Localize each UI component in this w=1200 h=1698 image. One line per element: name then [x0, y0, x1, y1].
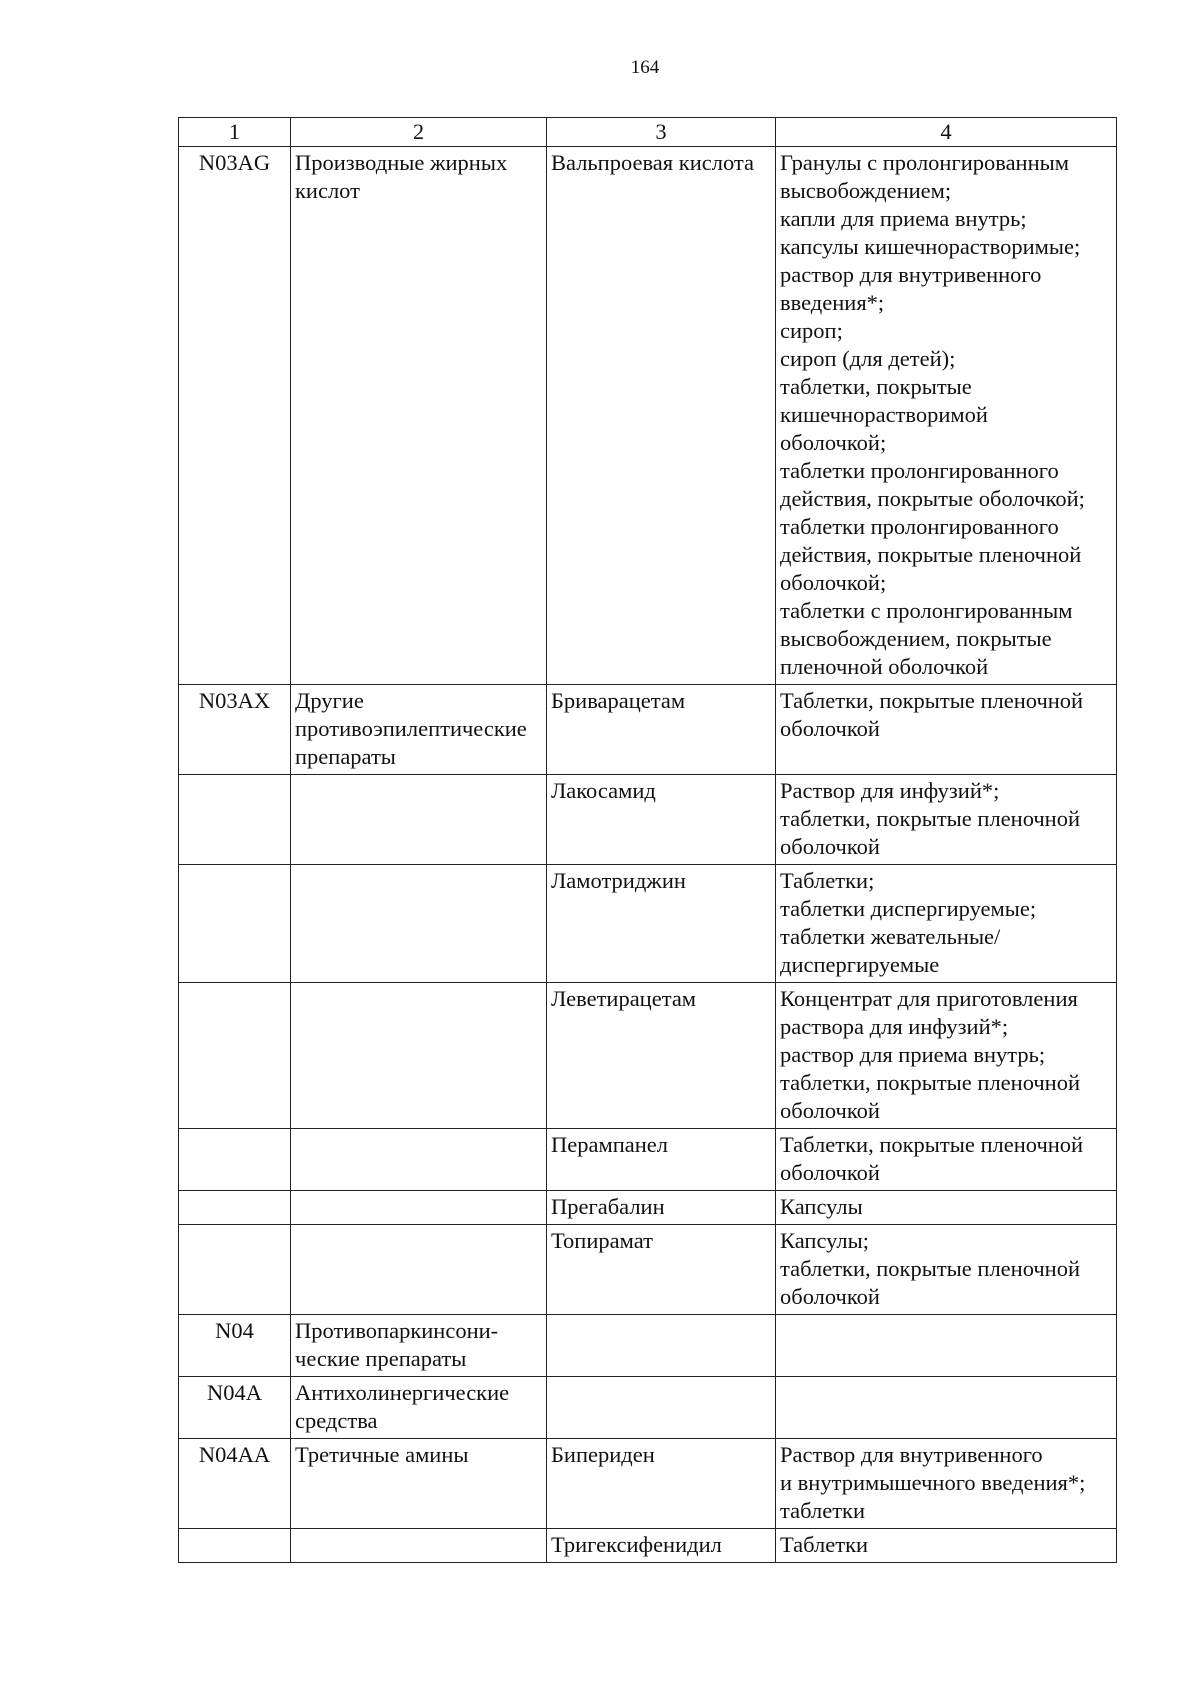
dosage-form-line: Раствор для инфузий*;: [780, 778, 1000, 803]
atc-code-cell: N04: [179, 1315, 291, 1377]
substance-cell: [547, 1377, 776, 1439]
dosage-form-line: раствора для инфузий*;: [780, 1014, 1009, 1039]
substance-cell: Лакосамид: [547, 775, 776, 865]
group-name-cell: Производные жирных кислот: [291, 147, 547, 685]
table-row: [179, 1439, 1117, 1529]
dosage-form-line: и внутримышечного введения*;: [780, 1470, 1086, 1495]
dosage-forms-cell: [776, 1439, 1117, 1529]
group-name-cell: [291, 1191, 547, 1225]
table-row: [179, 865, 1117, 983]
substance-cell: Прегабалин: [547, 1191, 776, 1225]
dosage-form-line: сироп;: [780, 318, 843, 343]
dosage-form-line: таблетки, покрытые пленочной: [780, 806, 1081, 831]
dosage-form-line: Гранулы с пролонгированным: [780, 150, 1069, 175]
group-name-cell: [291, 1225, 547, 1315]
dosage-form-line: раствор для внутривенного: [780, 262, 1042, 287]
atc-code-cell: [179, 1529, 291, 1563]
table-row: [179, 1129, 1117, 1191]
atc-code-cell: [179, 1129, 291, 1191]
dosage-forms-cell: [776, 1315, 1117, 1377]
group-name-cell: Другие противоэпилептические препараты: [291, 685, 547, 775]
substance-cell: [547, 1315, 776, 1377]
dosage-form-line: оболочкой: [780, 1284, 880, 1309]
dosage-form-line: таблетки: [780, 1498, 866, 1523]
dosage-form-line: высвобождением, покрытые: [780, 626, 1052, 651]
dosage-forms-cell: [776, 1377, 1117, 1439]
dosage-form-line: высвобождением;: [780, 178, 952, 203]
dosage-forms-cell: [776, 685, 1117, 775]
dosage-forms-cell: [776, 775, 1117, 865]
table-row: [179, 983, 1117, 1129]
group-name-cell: [291, 1129, 547, 1191]
table-row: [179, 1191, 1117, 1225]
dosage-form-line: введения*;: [780, 290, 885, 315]
group-name-cell: [291, 865, 547, 983]
dosage-forms-cell: [776, 1129, 1117, 1191]
dosage-form-line: кишечнорастворимой: [780, 402, 988, 427]
substance-cell: Ламотриджин: [547, 865, 776, 983]
dosage-form-line: оболочкой: [780, 1098, 880, 1123]
table-row: [179, 1377, 1117, 1439]
group-name-cell: Противопаркинсони-ческие препараты: [291, 1315, 547, 1377]
atc-code-cell: N04AA: [179, 1439, 291, 1529]
dosage-form-line: капли для приема внутрь;: [780, 206, 1027, 231]
dosage-form-line: капсулы кишечнорастворимые;: [780, 234, 1081, 259]
column-header: 3: [547, 118, 776, 147]
atc-code-cell: [179, 1225, 291, 1315]
dosage-form-line: действия, покрытые оболочкой;: [780, 486, 1085, 511]
dosage-form-line: Концентрат для приготовления: [780, 986, 1078, 1011]
dosage-form-line: оболочкой;: [780, 570, 887, 595]
dosage-form-line: диспергируемые: [780, 952, 940, 977]
page-number: 164: [630, 57, 660, 78]
atc-code-cell: N03AG: [179, 147, 291, 685]
atc-code-cell: [179, 865, 291, 983]
dosage-form-line: Раствор для внутривенного: [780, 1442, 1043, 1467]
substance-cell: Бипериден: [547, 1439, 776, 1529]
dosage-forms-cell: [776, 147, 1117, 685]
drug-table: [178, 117, 1117, 1563]
table-row: [179, 147, 1117, 685]
table-row: [179, 1529, 1117, 1563]
dosage-form-line: таблетки жевательные/: [780, 924, 1001, 949]
dosage-form-line: таблетки пролонгированного: [780, 514, 1059, 539]
dosage-forms-cell: [776, 865, 1117, 983]
dosage-form-line: действия, покрытые пленочной: [780, 542, 1082, 567]
dosage-form-line: оболочкой;: [780, 430, 887, 455]
substance-cell: Леветирацетам: [547, 983, 776, 1129]
dosage-form-line: Капсулы;: [780, 1228, 869, 1253]
dosage-form-line: таблетки диспергируемые;: [780, 896, 1037, 921]
dosage-forms-cell: [776, 1225, 1117, 1315]
dosage-form-line: Таблетки;: [780, 868, 875, 893]
group-name-cell: [291, 1529, 547, 1563]
table-header-row: [179, 118, 1117, 147]
dosage-forms-cell: [776, 1529, 1117, 1563]
atc-code-cell: N04A: [179, 1377, 291, 1439]
dosage-forms-cell: [776, 1191, 1117, 1225]
table-row: [179, 1315, 1117, 1377]
substance-cell: Перампанел: [547, 1129, 776, 1191]
dosage-form-line: таблетки, покрытые пленочной: [780, 1070, 1081, 1095]
substance-cell: Вальпроевая кислота: [547, 147, 776, 685]
dosage-form-line: оболочкой: [780, 716, 880, 741]
dosage-form-line: Таблетки: [780, 1532, 869, 1557]
dosage-form-line: сироп (для детей);: [780, 346, 956, 371]
substance-cell: Бриварацетам: [547, 685, 776, 775]
column-header: 4: [776, 118, 1117, 147]
group-name-cell: Третичные амины: [291, 1439, 547, 1529]
substance-cell: Тригексифенидил: [547, 1529, 776, 1563]
dosage-form-line: таблетки, покрытые: [780, 374, 972, 399]
group-name-cell: Антихолинергические средства: [291, 1377, 547, 1439]
dosage-form-line: таблетки с пролонгированным: [780, 598, 1073, 623]
table-row: [179, 775, 1117, 865]
dosage-form-line: таблетки, покрытые пленочной: [780, 1256, 1081, 1281]
dosage-form-line: Таблетки, покрытые пленочной: [780, 1132, 1084, 1157]
atc-code-cell: N03AX: [179, 685, 291, 775]
group-name-cell: [291, 775, 547, 865]
dosage-form-line: таблетки пролонгированного: [780, 458, 1059, 483]
table-row: [179, 1225, 1117, 1315]
dosage-form-line: Таблетки, покрытые пленочной: [780, 688, 1084, 713]
group-name-cell: [291, 983, 547, 1129]
dosage-form-line: Капсулы: [780, 1194, 863, 1219]
dosage-form-line: пленочной оболочкой: [780, 654, 989, 679]
dosage-form-line: раствор для приема внутрь;: [780, 1042, 1046, 1067]
column-header: 1: [179, 118, 291, 147]
dosage-form-line: оболочкой: [780, 834, 880, 859]
substance-cell: Топирамат: [547, 1225, 776, 1315]
atc-code-cell: [179, 775, 291, 865]
dosage-forms-cell: [776, 983, 1117, 1129]
dosage-form-line: оболочкой: [780, 1160, 880, 1185]
atc-code-cell: [179, 983, 291, 1129]
atc-code-cell: [179, 1191, 291, 1225]
column-header: 2: [291, 118, 547, 147]
table-row: [179, 685, 1117, 775]
